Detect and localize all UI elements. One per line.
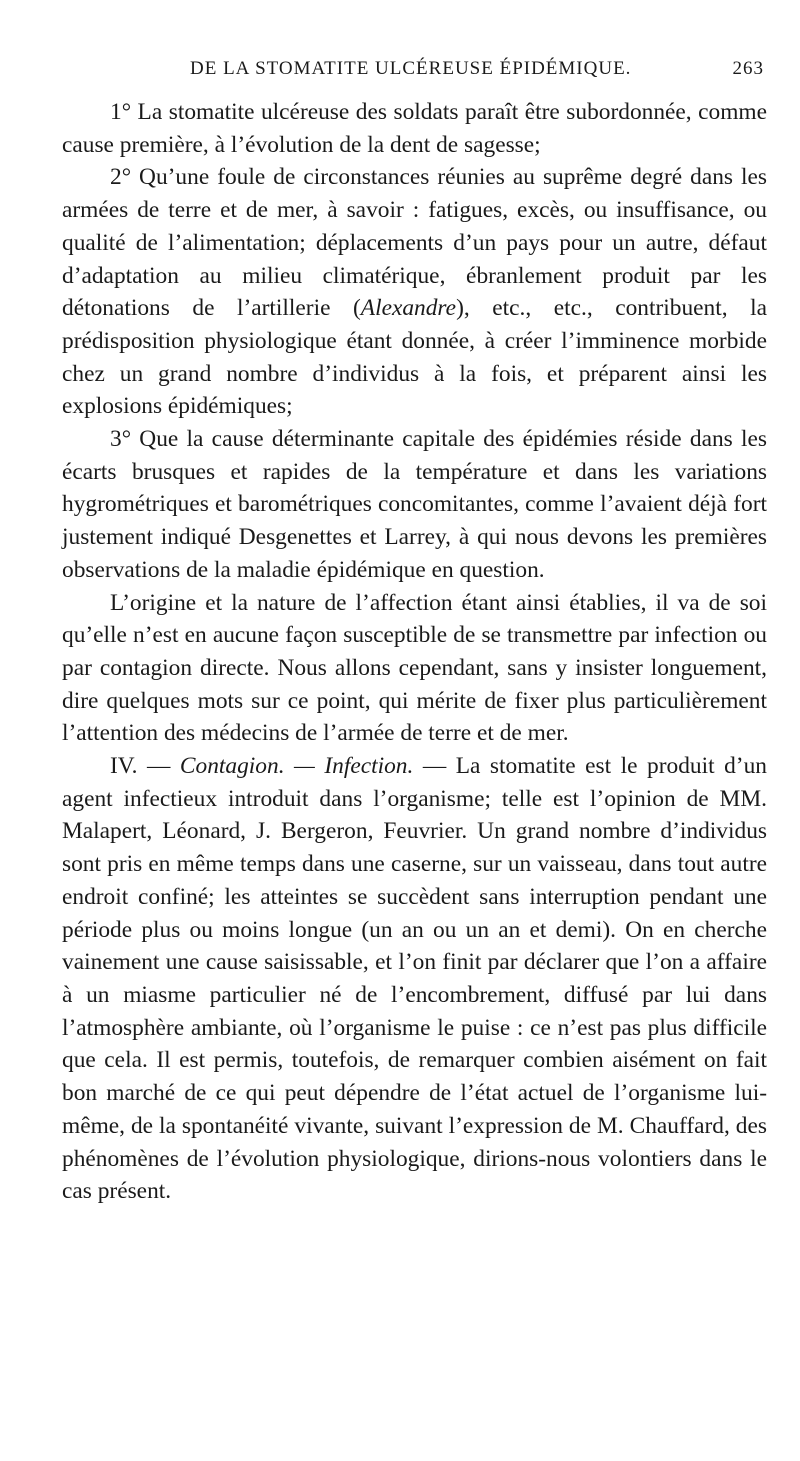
running-header: [190, 58, 764, 88]
paragraph-text: 2° Qu’une foule de circonstances réunies au suprême degré dans les armées de terre et de mer, à savoir : fatigues, excès, ou insuffisance, ou qualité de l’alimentation; déplacements d’un pays pour un autre, défaut d’adaptation au milieu climatérique, ébranlement produit par les détonations de l’artillerie (: [62, 164, 767, 322]
paragraph-conclusion-2: [62, 161, 767, 423]
paragraph-text: L’origine et la nature de l’affection étant ainsi établies, il va de soi qu’elle n’est en aucune façon susceptible de se transmettre par infection ou par contagion directe. Nous allons cependant, sans y insister longuement, dire quelques mots sur ce point, qui mérite de fixer plus particulièrement l’attention des médecins de l’armée de terre et de mer.: [62, 589, 767, 747]
paragraph-text: 1° La stomatite ulcéreuse des soldats paraît être subordonnée, comme cause première, à l’évolution de la dent de sagesse;: [62, 99, 767, 158]
page-number: 263: [732, 58, 764, 79]
paragraph-text: 3° Que la cause déterminante capitale des épidémies réside dans les écarts brusques et rapides de la température et dans les variations hygrométriques et barométriques concomitantes, comme l’avaient déjà fort justement indiqué Desgenettes et Larrey, à qui nous devons les premières observations de la maladie épidémique en question.: [62, 426, 767, 583]
paragraph-conclusion-1: [62, 96, 767, 161]
paragraph-text: — La stomatite est le produit d’un agent infectieux introduit dans l’organisme; telle est l’opinion de MM. Malapert, Léonard, J. Bergeron, Feuvrier. Un grand nombre d’individus sont pris en même temps dans une caserne, sur un vaisseau, dans tout autre endroit confiné; les atteintes se succèdent sans interruption pendant une période plus ou moins longue (un an ou un an et demi). On en cherche vainement une cause saisissable, et l’on finit par déclarer que l’on a affaire à un miasme particulier né de l’encombrement, diffusé par lui dans l’atmosphère ambiante, où l’organisme le puise : ce n’est pas plus difficile que cela. Il est permis, toutefois, de remarquer combien aisément on fait bon marché de ce qui peut dépendre de l’état actuel de l’organisme lui-même, de la spontanéité vivante, suivant l’expression de M. Chauffard, des phénomènes de l’évolution physiologique, dirions-nous volontiers dans le cas présent.: [62, 753, 767, 1205]
paragraph-conclusion-3: [62, 423, 767, 587]
running-title: DE LA STOMATITE ULCÉREUSE ÉPIDÉMIQUE.: [190, 58, 632, 79]
paragraph-section-iv: [62, 750, 767, 1208]
paragraph-text: ), etc., etc., contribuent, la prédisposition physiologique étant donnée, à créer l’imminence morbide chez un grand nombre d’individus à la fois, et préparent ainsi les explosions épidémiques;: [62, 295, 767, 420]
section-heading: Contagion. — Infection.: [179, 753, 414, 780]
italic-name: Alexandre: [360, 295, 457, 322]
section-number: IV. —: [110, 753, 180, 780]
body-text: [62, 96, 767, 1208]
paragraph-origin-nature: [62, 587, 767, 751]
